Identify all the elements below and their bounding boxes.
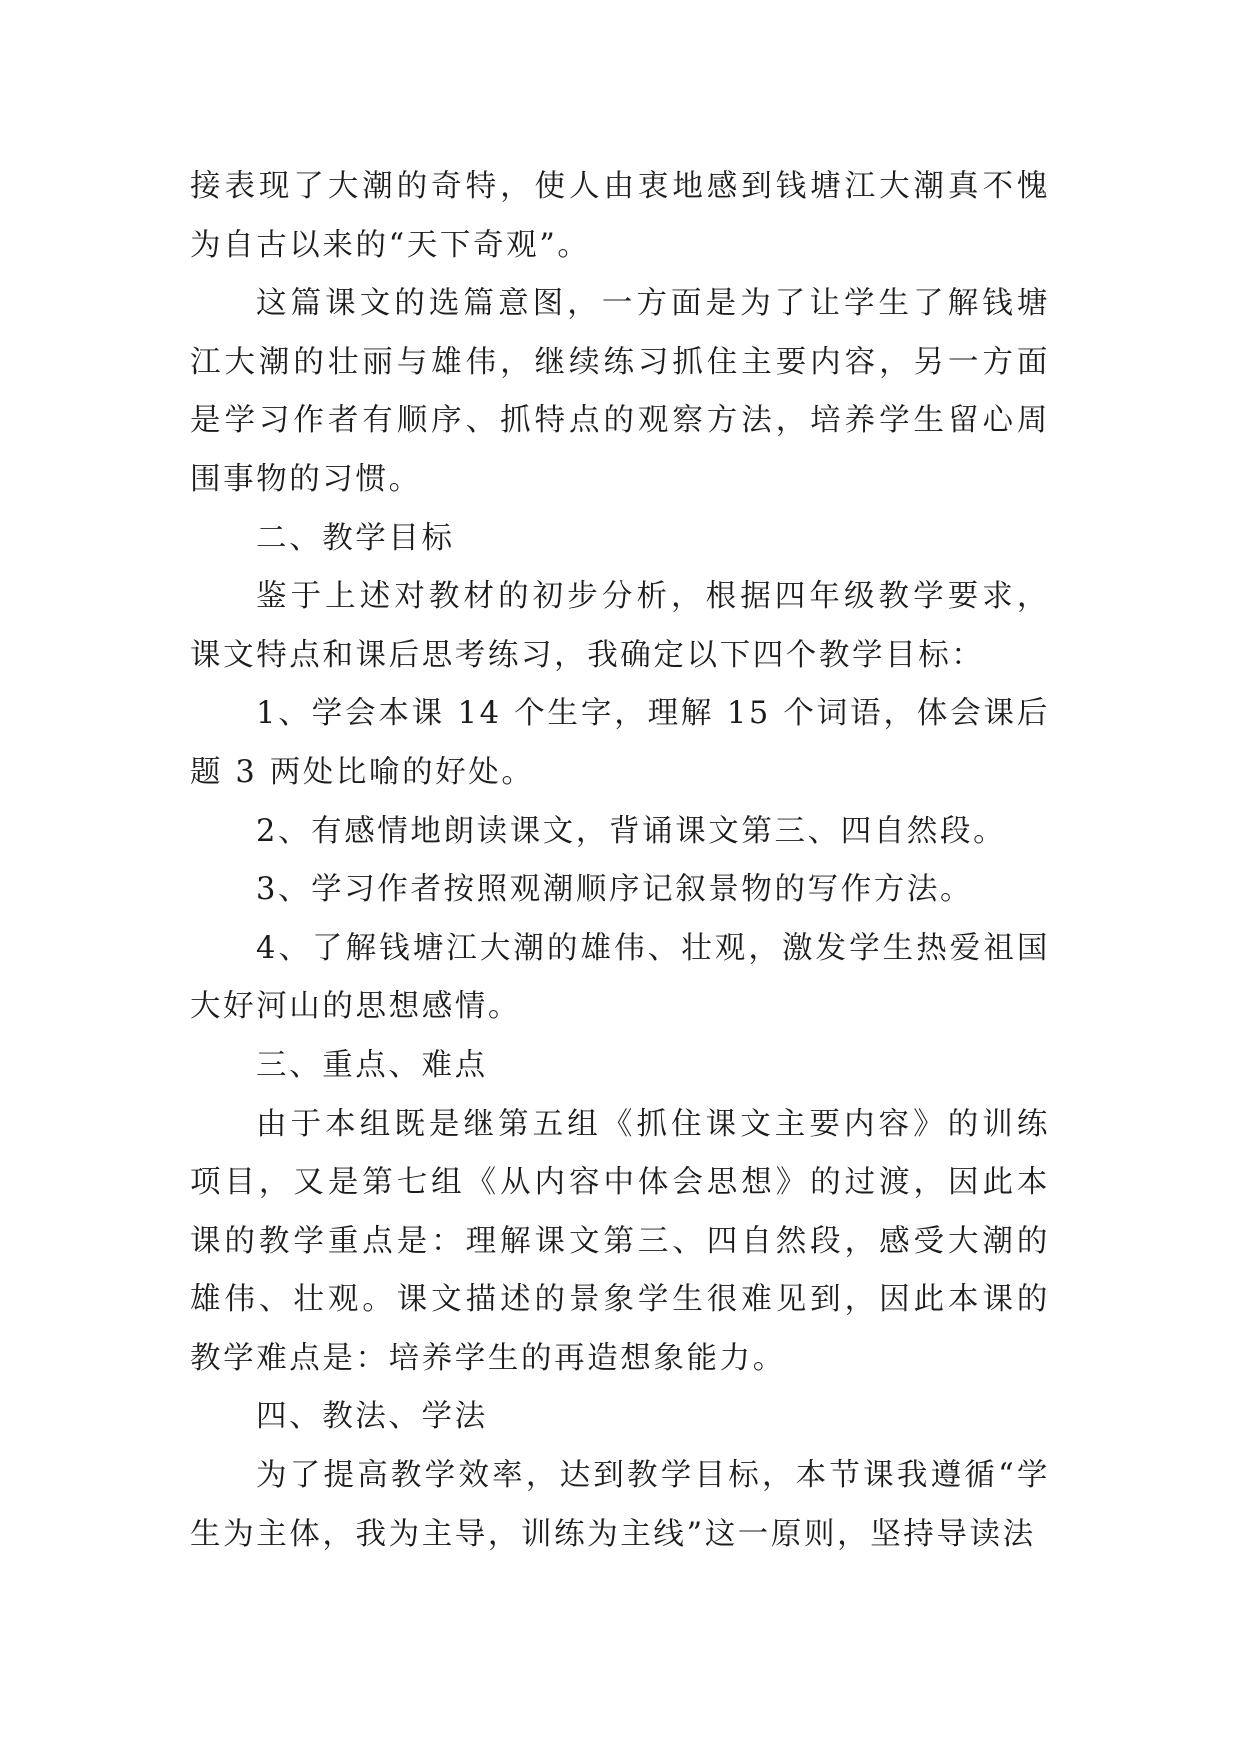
section-heading-key-points: 三、重点、难点 (256, 1047, 488, 1083)
section-heading-methods: 四、教法、学法 (256, 1399, 488, 1435)
objective-item-1: 1、学会本课 14 个生字，理解 15 个词语，体会课后题 3 两处比喻的好处。 (190, 696, 1050, 790)
paragraph-5: 为了提高教学效率，达到教学目标，本节课我遵循“学生为主体，我为主导，训练为主线”这一原则，坚持导读法 (190, 1458, 1050, 1552)
paragraph-4: 由于本组既是继第五组《抓住课文主要内容》的训练项目，又是第七组《从内容中体会思想》的过渡，因此本课的教学重点是：理解课文第三、四自然段，感受大潮的雄伟、壮观。课文描述的景象学生很难见到，因此本课的教学难点是：培养学生的再造想象能力。 (190, 1106, 1050, 1376)
paragraph-2: 这篇课文的选篇意图，一方面是为了让学生了解钱塘江大潮的壮丽与雄伟，继续练习抓住主要内容，另一方面是学习作者有顺序、抓特点的观察方法，培养学生留心周围事物的习惯。 (190, 286, 1050, 497)
paragraph-1: 接表现了大潮的奇特，使人由衷地感到钱塘江大潮真不愧为自古以来的“天下奇观”。 (190, 169, 1050, 263)
section-heading-objectives: 二、教学目标 (256, 520, 455, 556)
paragraph-3: 鉴于上述对教材的初步分析，根据四年级教学要求，课文特点和课后思考练习，我确定以下四个教学目标： (190, 579, 1050, 673)
objective-item-3: 3、学习作者按照观潮顺序记叙景物的写作方法。 (256, 872, 974, 908)
document-body (190, 158, 1050, 1564)
objective-item-4: 4、了解钱塘江大潮的雄伟、壮观，激发学生热爱祖国大好河山的思想感情。 (190, 930, 1050, 1025)
objective-item-2: 2、有感情地朗读课文，背诵课文第三、四自然段。 (256, 813, 1007, 849)
